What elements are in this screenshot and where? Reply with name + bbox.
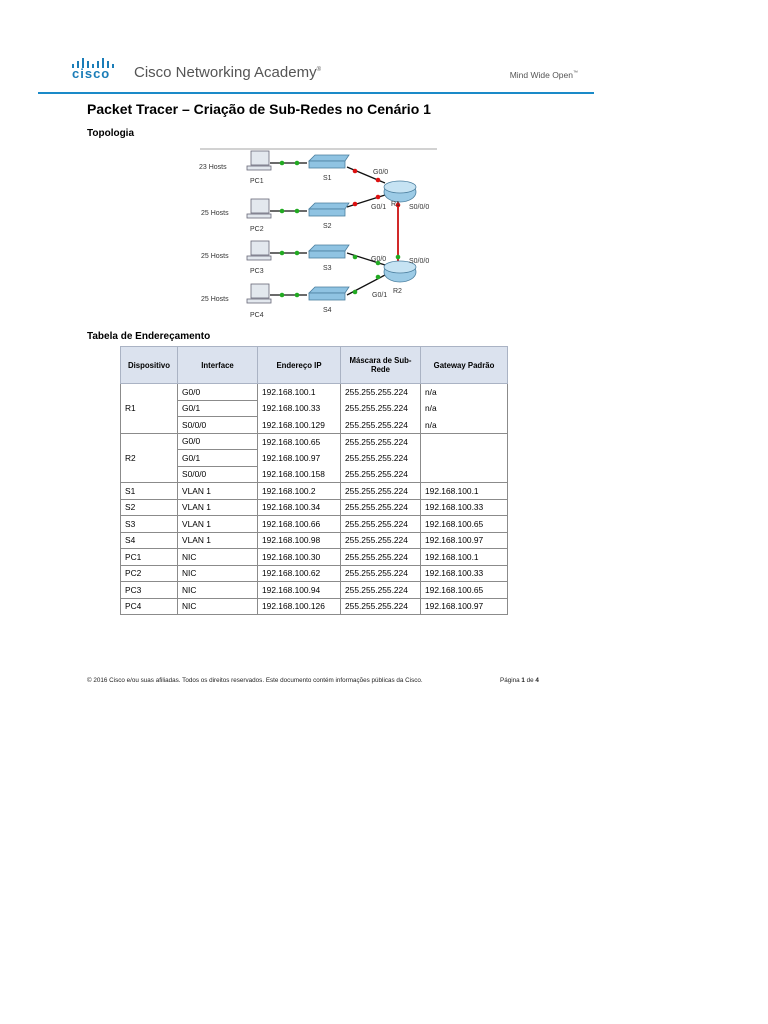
cell-mask: 255.255.255.224 — [341, 450, 421, 467]
table-row — [121, 499, 508, 516]
cell-ip: 192.168.100.1 — [258, 384, 341, 401]
port-label: S0/0/0 — [409, 258, 430, 265]
port-label: G0/0 — [373, 169, 389, 176]
header-divider — [38, 92, 594, 94]
cell-ip: 192.168.100.30 — [258, 549, 341, 566]
pc-label: PC1 — [250, 178, 264, 185]
cell-gateway: 192.168.100.65 — [421, 582, 508, 599]
cell-interface: VLAN 1 — [178, 483, 258, 500]
cell-gateway: 192.168.100.97 — [421, 598, 508, 615]
port-label: G0/0 — [371, 256, 387, 263]
cell-gateway — [421, 466, 508, 483]
host-label: 25 Hosts — [201, 296, 229, 303]
table-row — [121, 483, 508, 500]
port-label: G0/1 — [372, 292, 388, 299]
cell-interface: NIC — [178, 549, 258, 566]
cell-gateway: 192.168.100.1 — [421, 549, 508, 566]
table-row — [121, 598, 508, 615]
cell-ip: 192.168.100.33 — [258, 400, 341, 417]
cell-ip: 192.168.100.126 — [258, 598, 341, 615]
cell-interface: G0/0 — [178, 384, 258, 401]
cell-device: PC3 — [121, 582, 178, 599]
topology-diagram — [195, 145, 445, 325]
cell-ip: 192.168.100.62 — [258, 565, 341, 582]
table-header-row — [121, 347, 508, 384]
cell-ip: 192.168.100.2 — [258, 483, 341, 500]
column-header: Dispositivo — [121, 347, 178, 384]
column-header: Endereço IP — [258, 347, 341, 384]
cell-ip: 192.168.100.94 — [258, 582, 341, 599]
port-label: G0/1 — [371, 204, 387, 211]
page-header — [38, 48, 594, 93]
cell-gateway — [421, 433, 508, 450]
table-row — [121, 532, 508, 549]
switch-label: S3 — [323, 265, 332, 272]
cell-interface: NIC — [178, 565, 258, 582]
cell-ip: 192.168.100.34 — [258, 499, 341, 516]
router-icon — [384, 181, 416, 282]
table-row — [121, 549, 508, 566]
cell-interface: NIC — [178, 582, 258, 599]
cell-device: S2 — [121, 499, 178, 516]
table-heading: Tabela de Endereçamento — [87, 331, 211, 342]
cell-interface: VLAN 1 — [178, 499, 258, 516]
cell-device: PC4 — [121, 598, 178, 615]
router-label: R1 — [391, 201, 400, 208]
cell-gateway: n/a — [421, 400, 508, 417]
switch-label: S4 — [323, 307, 332, 314]
cell-interface: G0/0 — [178, 433, 258, 450]
footer-copyright: © 2016 Cisco e/ou suas afiliadas. Todos os direitos reservados. Este documento contém informações públicas da Cisco. — [87, 677, 423, 684]
cell-device: R1 — [121, 384, 178, 434]
host-label: 23 Hosts — [199, 164, 227, 171]
cisco-logo-text: cisco — [72, 66, 111, 81]
column-header: Gateway Padrão — [421, 347, 508, 384]
page-title: Packet Tracer – Criação de Sub-Redes no Cenário 1 — [87, 101, 431, 117]
cell-interface: G0/1 — [178, 400, 258, 417]
table-row — [121, 417, 508, 434]
cell-ip: 192.168.100.98 — [258, 532, 341, 549]
cell-interface: VLAN 1 — [178, 532, 258, 549]
cell-gateway: 192.168.100.33 — [421, 499, 508, 516]
addressing-table — [120, 346, 508, 615]
tagline: Mind Wide Open™ — [509, 70, 578, 80]
router-label: R2 — [393, 288, 402, 295]
cell-ip: 192.168.100.65 — [258, 433, 341, 450]
table-row — [121, 516, 508, 533]
cell-mask: 255.255.255.224 — [341, 582, 421, 599]
page-number: Página 1 de 4 — [500, 677, 539, 684]
cell-mask: 255.255.255.224 — [341, 433, 421, 450]
cell-gateway: 192.168.100.33 — [421, 565, 508, 582]
switch-label: S1 — [323, 175, 332, 182]
table-row — [121, 466, 508, 483]
cell-gateway: 192.168.100.65 — [421, 516, 508, 533]
cell-ip: 192.168.100.97 — [258, 450, 341, 467]
cell-mask: 255.255.255.224 — [341, 466, 421, 483]
cell-device: PC1 — [121, 549, 178, 566]
port-label: S0/0/0 — [409, 204, 430, 211]
cell-mask: 255.255.255.224 — [341, 565, 421, 582]
cell-mask: 255.255.255.224 — [341, 532, 421, 549]
cell-mask: 255.255.255.224 — [341, 516, 421, 533]
cell-mask: 255.255.255.224 — [341, 417, 421, 434]
cell-interface: S0/0/0 — [178, 417, 258, 434]
academy-name: Cisco Networking Academy® — [134, 64, 321, 81]
table-row — [121, 565, 508, 582]
pc-label: PC4 — [250, 312, 264, 319]
table-row — [121, 582, 508, 599]
cell-gateway: n/a — [421, 417, 508, 434]
pc-label: PC3 — [250, 268, 264, 275]
cell-interface: G0/1 — [178, 450, 258, 467]
cell-device: PC2 — [121, 565, 178, 582]
topology-heading: Topologia — [87, 128, 135, 139]
table-row — [121, 433, 508, 450]
cell-gateway: n/a — [421, 384, 508, 401]
cell-interface: S0/0/0 — [178, 466, 258, 483]
cell-mask: 255.255.255.224 — [341, 400, 421, 417]
table-row — [121, 384, 508, 401]
table-row — [121, 450, 508, 467]
cell-mask: 255.255.255.224 — [341, 384, 421, 401]
cell-device: S3 — [121, 516, 178, 533]
cell-mask: 255.255.255.224 — [341, 549, 421, 566]
host-label: 25 Hosts — [201, 210, 229, 217]
cell-mask: 255.255.255.224 — [341, 499, 421, 516]
pc-label: PC2 — [250, 226, 264, 233]
cell-device: R2 — [121, 433, 178, 483]
cell-mask: 255.255.255.224 — [341, 598, 421, 615]
cell-gateway: 192.168.100.1 — [421, 483, 508, 500]
host-label: 25 Hosts — [201, 253, 229, 260]
cell-ip: 192.168.100.129 — [258, 417, 341, 434]
switch-label: S2 — [323, 223, 332, 230]
column-header: Interface — [178, 347, 258, 384]
cell-gateway — [421, 450, 508, 467]
cell-device: S4 — [121, 532, 178, 549]
cell-gateway: 192.168.100.97 — [421, 532, 508, 549]
table-row — [121, 400, 508, 417]
cell-device: S1 — [121, 483, 178, 500]
column-header: Máscara de Sub-Rede — [341, 347, 421, 384]
cell-interface: NIC — [178, 598, 258, 615]
cell-ip: 192.168.100.158 — [258, 466, 341, 483]
cell-ip: 192.168.100.66 — [258, 516, 341, 533]
cell-interface: VLAN 1 — [178, 516, 258, 533]
cell-mask: 255.255.255.224 — [341, 483, 421, 500]
